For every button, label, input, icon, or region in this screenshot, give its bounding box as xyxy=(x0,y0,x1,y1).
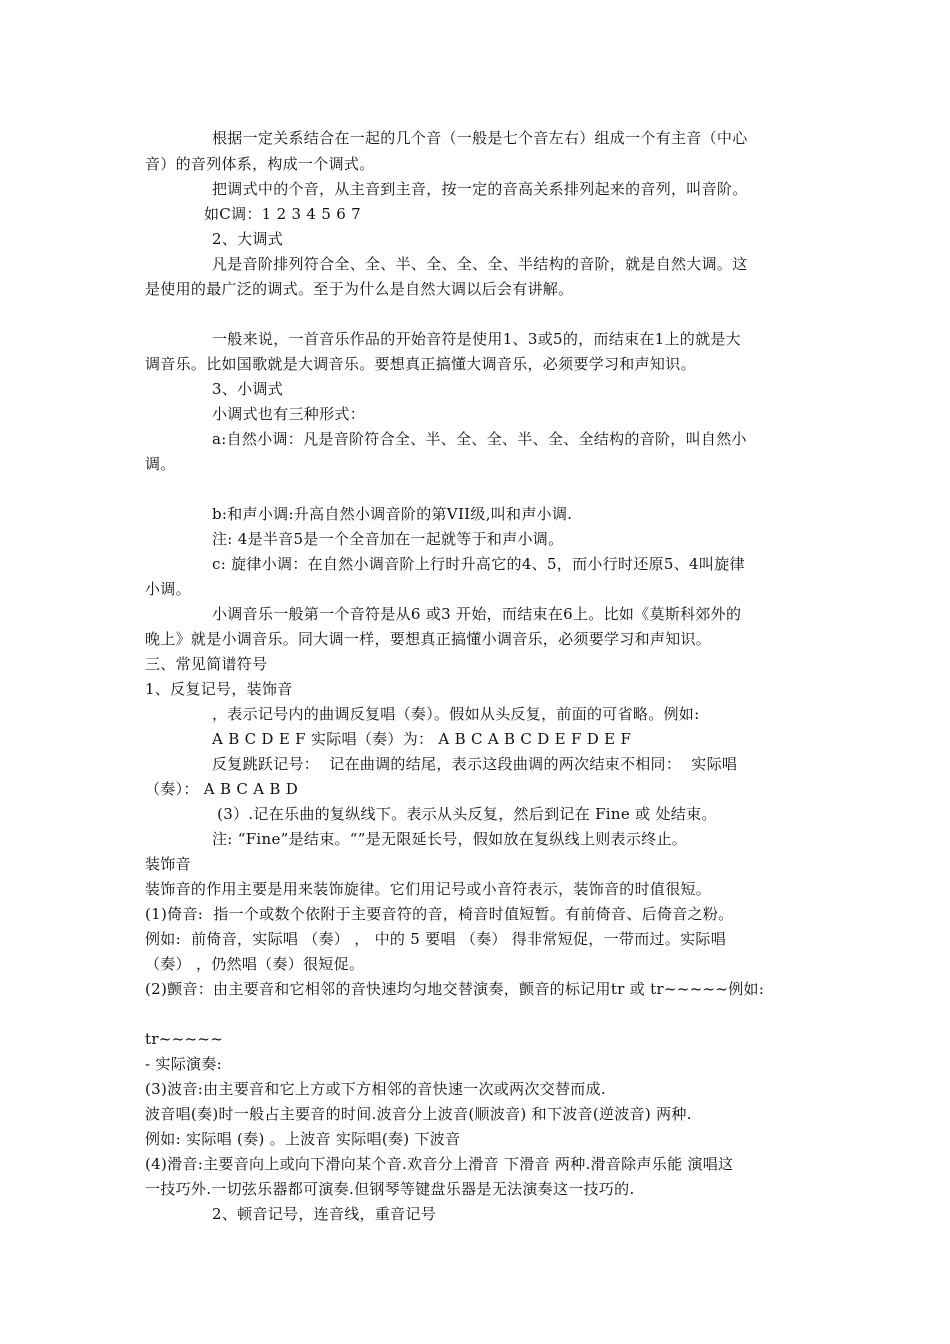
section-heading: 1、反复记号，装饰音 xyxy=(145,680,293,698)
section-heading: 2、顿音记号，连音线，重音记号 xyxy=(212,1205,437,1223)
text-line: (1)倚音: 指一个或数个依附于主要音符的音，椅音时值短暂。有前倚音、后倚音之粉。 xyxy=(145,905,734,923)
text-line: 调。 xyxy=(145,455,176,473)
text-line: 把调式中的个音，从主音到主音，按一定的音高关系排列起来的音列，叫音阶。 xyxy=(212,180,748,198)
text-line: 注: “Fine”是结束。“”是无限延长号，假如放在复纵线上则表示终止。 xyxy=(212,830,688,848)
text-line: (3）.记在乐曲的复纵线下。表示从头反复，然后到记在 Fine 或 处结束。 xyxy=(212,805,717,823)
text-line: （奏）： A B C A B D xyxy=(145,780,299,798)
text-line: a:自然小调：凡是音阶符合全、半、全、全、半、全、全结构的音阶，叫自然小 xyxy=(212,430,747,448)
text-line: (3)波音:由主要音和它上方或下方相邻的音快速一次或两次交替而成. xyxy=(145,1080,606,1098)
text-line: c: 旋律小调：在自然小调音阶上行时升高它的4、5，而小行时还原5、4叫旋律 xyxy=(212,555,745,573)
text-line: b:和声小调:升高自然小调音阶的第VII级,叫和声小调. xyxy=(212,505,573,523)
section-heading: 2、大调式 xyxy=(212,230,284,248)
text-line: 小调音乐一般第一个音符是从6 或3 开始，而结束在6上。比如《莫斯科郊外的 xyxy=(212,605,742,623)
text-line: 一般来说，一首音乐作品的开始音符是使用1、3或5的，而结束在1上的就是大 xyxy=(212,330,741,348)
text-line: A B C D E F 实际唱（奏）为： A B C A B C D E F D E F xyxy=(212,730,632,748)
text-line: 小调式也有三种形式： xyxy=(212,405,366,423)
text-line: 装饰音的作用主要是用来装饰旋律。它们用记号或小音符表示，装饰音的时值很短。 xyxy=(145,880,712,898)
section-heading: 3、小调式 xyxy=(212,380,284,398)
text-line: （奏） ，仍然唱（奏）很短促。 xyxy=(145,955,365,973)
text-line: tr~~~~~ xyxy=(145,1030,224,1048)
text-line: 波音唱(奏)时一般占主要音的时间.波音分上波音(顺波音) 和下波音(逆波音) 两种. xyxy=(145,1105,692,1123)
section-heading: 装饰音 xyxy=(145,855,191,873)
text-line: 例如: 前倚音，实际唱 （奏） ， 中的 5 要唱 （奏） 得非常短促，一带而过。实际唱 xyxy=(145,930,727,948)
text-line: - 实际演奏: xyxy=(145,1055,222,1073)
text-line: 是使用的最广泛的调式。至于为什么是自然大调以后会有讲解。 xyxy=(145,280,574,298)
text-line: 调音乐。比如国歌就是大调音乐。要想真正搞懂大调音乐，必须要学习和声知识。 xyxy=(145,355,696,373)
text-line: 凡是音阶排列符合全、全、半、全、全、全、半结构的音阶，就是自然大调。这 xyxy=(212,255,748,273)
text-line: 如C调：1 2 3 4 5 6 7 xyxy=(204,205,361,223)
text-line: 注: 4是半音5是一个全音加在一起就等于和声小调。 xyxy=(212,530,564,548)
text-line: 例如: 实际唱 (奏) 。上波音 实际唱(奏) 下波音 xyxy=(145,1130,461,1148)
text-line: 音）的音列体系，构成一个调式。 xyxy=(145,155,375,173)
text-line: 根据一定关系结合在一起的几个音（一般是七个音左右）组成一个有主音（中心 xyxy=(212,129,748,147)
section-heading: 三、常见简谱符号 xyxy=(145,655,268,673)
text-line: (2)颤音：由主要音和它相邻的音快速均匀地交替演奏，颤音的标记用tr 或 tr~~~~~例如: xyxy=(145,980,765,998)
text-line: 小调。 xyxy=(145,580,191,598)
text-line: ，表示记号内的曲调反复唱（奏）。假如从头反复，前面的可省略。例如: xyxy=(212,705,700,723)
text-line: 反复跳跃记号： 记在曲调的结尾，表示这段曲调的两次结束不相同： 实际唱 xyxy=(212,755,738,773)
text-line: 晚上》就是小调音乐。同大调一样，要想真正搞懂小调音乐，必须要学习和声知识。 xyxy=(145,630,712,648)
text-line: 一技巧外.一切弦乐器都可演奏.但钢琴等键盘乐器是无法演奏这一技巧的. xyxy=(145,1180,635,1198)
text-line: (4)滑音:主要音向上或向下滑向某个音.欢音分上滑音 下滑音 两种.滑音除声乐能 演唱这 xyxy=(145,1155,734,1173)
